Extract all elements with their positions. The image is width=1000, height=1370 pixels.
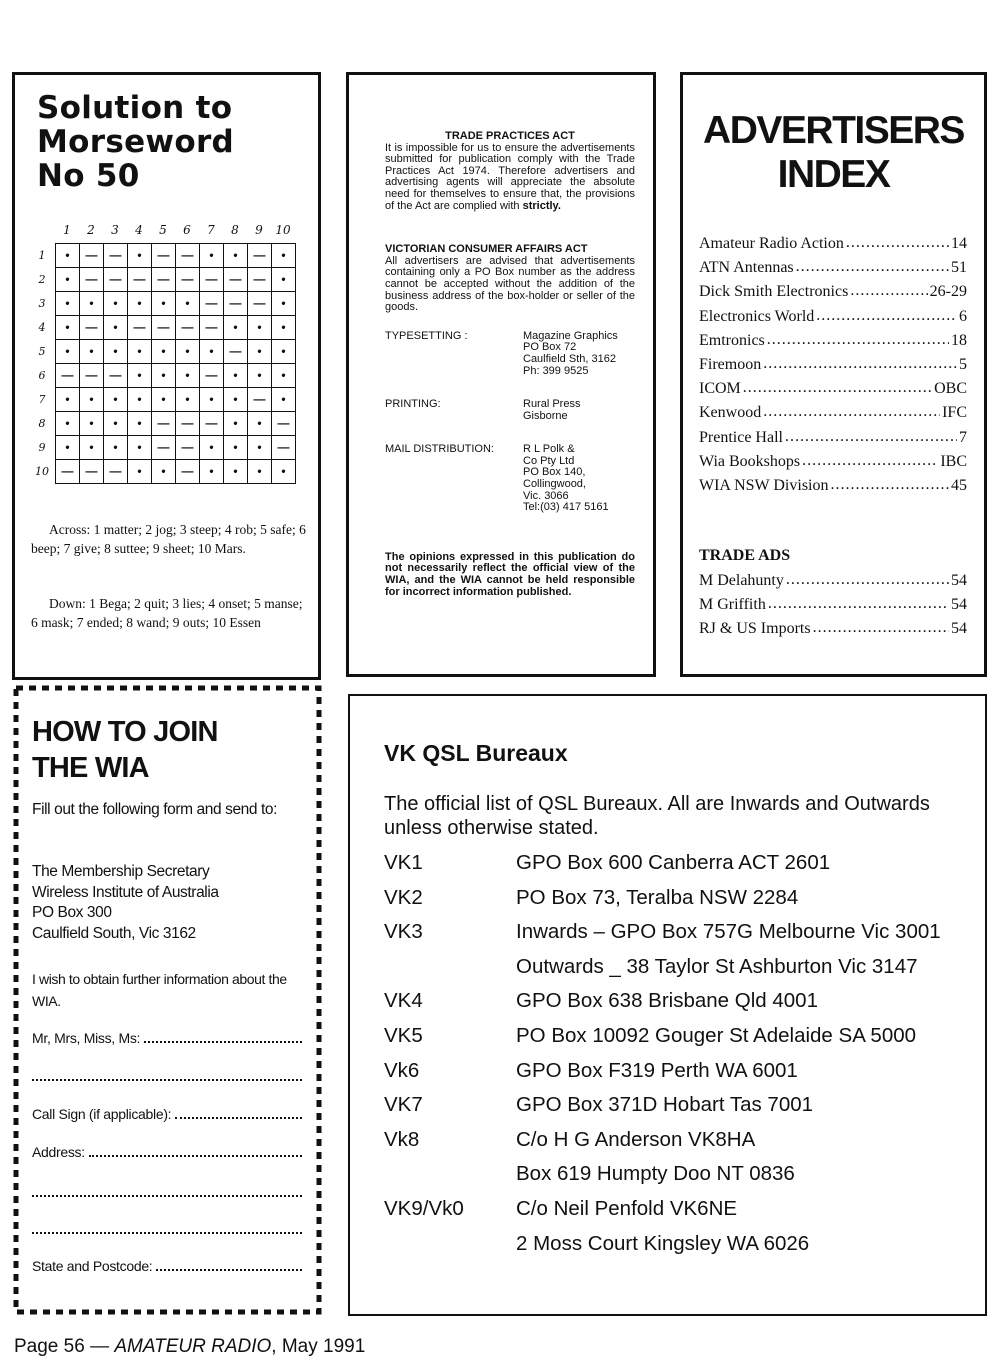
advertisers-title-line: INDEX	[777, 153, 890, 196]
grid-cell: •	[224, 388, 248, 412]
grid-cell: —	[248, 244, 272, 268]
grid-cell: —	[128, 268, 152, 292]
name-field-line-2[interactable]	[32, 1068, 302, 1081]
advertiser-name: WIA NSW Division	[699, 476, 829, 494]
grid-cell: •	[56, 340, 80, 364]
address-line: PO Box 300	[32, 904, 112, 921]
page-reference: IBC	[940, 452, 967, 470]
grid-cell: —	[200, 316, 224, 340]
state-postcode-field[interactable]	[32, 1258, 302, 1274]
grid-cell: •	[104, 340, 128, 364]
row-number: 1	[38, 249, 46, 262]
callsign-prefix: VK1	[384, 851, 423, 874]
grid-cell: —	[80, 460, 104, 484]
bureau-address: GPO Box F319 Perth WA 6001	[516, 1058, 798, 1082]
how-to-join-box	[12, 684, 323, 1316]
leader-dots	[796, 261, 949, 275]
grid-cell: •	[272, 316, 296, 340]
grid-cell: —	[80, 268, 104, 292]
footer-magazine: AMATEUR RADIO	[114, 1336, 272, 1357]
morseword-title-line: No 50	[37, 158, 140, 194]
index-entry	[699, 353, 967, 377]
morseword-solution-box	[12, 72, 321, 680]
leader-dots	[816, 310, 957, 324]
qsl-title: VK QSL Bureaux	[384, 740, 568, 766]
grid-cell: •	[200, 388, 224, 412]
grid-cell: •	[152, 388, 176, 412]
advertiser-name: Wia Bookshops	[699, 452, 801, 470]
callsign-prefix: Vk8	[384, 1127, 420, 1151]
grid-cell: —	[56, 460, 80, 484]
bureau-address: Inwards – GPO Box 757G Melbourne Vic 3001	[516, 920, 941, 944]
grid-cell: •	[128, 292, 152, 316]
index-entry	[699, 280, 967, 304]
advertiser-name: M Griffith	[699, 596, 766, 614]
bureau-address: GPO Box 371D Hobart Tas 7001	[516, 1093, 814, 1117]
grid-cell: —	[176, 316, 200, 340]
qsl-row	[384, 1162, 974, 1186]
row-number: 9	[38, 441, 46, 454]
column-number: 3	[111, 223, 119, 237]
morseword-title-line: Solution to	[37, 90, 233, 126]
grid-cell: •	[248, 340, 272, 364]
bureau-address: PO Box 10092 Gouger St Adelaide SA 5000	[516, 1024, 917, 1047]
typesetting-row	[385, 331, 635, 377]
grid-cell: •	[272, 292, 296, 316]
grid-cell: —	[176, 412, 200, 436]
grid-cell: •	[224, 412, 248, 436]
printing-line: Gisborne	[523, 409, 568, 422]
qsl-row	[384, 1232, 974, 1256]
row-number: 10	[35, 465, 49, 478]
grid-cell: •	[248, 364, 272, 388]
bureau-address: C/o Neil Penfold VK6NE	[516, 1197, 738, 1220]
typesetting-line: Ph: 399 9525	[523, 364, 589, 377]
grid-cell: —	[152, 316, 176, 340]
join-title-line: THE WIA	[32, 752, 149, 784]
index-entry	[699, 617, 967, 641]
grid-cell: •	[152, 364, 176, 388]
grid-cell: •	[224, 316, 248, 340]
grid-cell: •	[56, 292, 80, 316]
mail-line: R L Polk &	[523, 443, 575, 456]
address-field-line-2[interactable]	[32, 1184, 302, 1197]
typesetting-value	[523, 331, 635, 377]
index-entry	[699, 401, 967, 425]
disclaimer: The opinions expressed in this publication do not necessarily reflect the official view of the WIA, and the WIA cannot be held responsible for incorrect information published.	[385, 550, 635, 598]
index-entry	[699, 305, 967, 329]
grid-cell: •	[56, 412, 80, 436]
advertiser-name: Kenwood	[699, 404, 762, 422]
row-number: 6	[38, 369, 46, 382]
down-clues: Down: 1 Bega; 2 quit; 3 lies; 4 onset; 5 manse; 6 mask; 7 ended; 8 wand; 9 outs; 10 Essen	[31, 596, 303, 630]
page-reference: 54	[951, 596, 967, 614]
advertiser-name: Amateur Radio Action	[699, 235, 844, 253]
bureau-address: PO Box 73, Teralba NSW 2284	[516, 885, 799, 909]
grid-row-numbers	[33, 247, 53, 487]
grid-cell: —	[80, 244, 104, 268]
grid-cell: •	[176, 388, 200, 412]
printing-value	[523, 399, 635, 422]
callsign-prefix: VK4	[384, 989, 423, 1013]
qsl-row	[384, 1059, 974, 1083]
qsl-row	[384, 955, 974, 979]
row-number: 3	[38, 297, 46, 310]
grid-cell: •	[176, 364, 200, 388]
morseword-title-line: Morseword	[37, 124, 235, 160]
index-entry	[699, 593, 967, 617]
grid-cell: •	[128, 340, 152, 364]
index-entry	[699, 256, 967, 280]
leader-dots	[850, 285, 927, 299]
grid-cell: —	[272, 436, 296, 460]
grid-cell: •	[128, 244, 152, 268]
join-title	[32, 714, 218, 786]
column-number: 6	[183, 223, 191, 237]
page-reference: OBC	[934, 380, 967, 398]
join-title-line: HOW TO JOIN	[32, 716, 218, 748]
grid-column-numbers	[55, 223, 295, 243]
grid-cell: —	[200, 412, 224, 436]
qsl-row	[384, 1197, 974, 1221]
name-field-line[interactable]	[144, 1030, 302, 1043]
across-clues: Across: 1 matter; 2 jog; 3 steep; 4 rob; 5 safe; 6 beep; 7 give; 8 suttee; 9 sheet; 10 Mars.	[31, 522, 306, 556]
grid-cell: •	[176, 340, 200, 364]
bureau-address: GPO Box 600 Canberra ACT 2601	[516, 851, 831, 874]
callsign-prefix: VK9/Vk0	[384, 1197, 464, 1220]
grid-cell: •	[200, 436, 224, 460]
tpa-body: It is impossible for us to ensure the advertisements submitted for publication comply with the Trade Practices Act 1974. Therefore advertisers and advertising agents will appreciate the absolute need for themselves to ensure that, the provisions of the Act are complied with	[385, 141, 635, 212]
grid-cell: •	[80, 412, 104, 436]
callsign-field[interactable]	[32, 1106, 302, 1122]
grid-cell: —	[248, 292, 272, 316]
page-reference: 54	[951, 572, 967, 590]
grid-cell: •	[104, 292, 128, 316]
grid-cell: •	[152, 340, 176, 364]
advertisers-index-box	[680, 72, 987, 677]
grid-cell: •	[128, 460, 152, 484]
grid-cell: —	[56, 364, 80, 388]
leader-dots	[802, 455, 938, 469]
tpa-text	[385, 143, 635, 213]
grid-cell: •	[56, 244, 80, 268]
grid-cell: —	[104, 364, 128, 388]
grid-cell: —	[224, 340, 248, 364]
address-field-continued[interactable]	[32, 1184, 302, 1197]
page-reference: 14	[951, 235, 967, 253]
grid-cell: •	[128, 364, 152, 388]
qsl-row	[384, 851, 974, 875]
printing-line: Rural Press	[523, 398, 581, 411]
grid-cell: •	[152, 292, 176, 316]
callsign-prefix	[384, 1232, 516, 1256]
leader-dots	[768, 598, 949, 612]
row-number: 4	[38, 321, 46, 334]
leader-dots	[830, 479, 949, 493]
bureau-address: GPO Box 638 Brisbane Qld 4001	[516, 989, 818, 1013]
leader-dots	[846, 237, 949, 251]
grid-cell: —	[152, 436, 176, 460]
footer-page-number: Page 56 —	[14, 1336, 115, 1357]
grid-cell: •	[80, 292, 104, 316]
info-request: I wish to obtain further information about the WIA.	[32, 971, 287, 1009]
callsign-prefix	[384, 955, 516, 979]
grid-cell: •	[248, 412, 272, 436]
address-line: Wireless Institute of Australia	[32, 883, 219, 901]
trade-ads-list	[699, 569, 967, 642]
vca-heading: VICTORIAN CONSUMER AFFAIRS ACT	[385, 243, 588, 256]
grid-cell: —	[80, 316, 104, 340]
index-entry	[699, 569, 967, 593]
typesetting-line: Magazine Graphics	[523, 329, 618, 342]
grid-cell: •	[272, 388, 296, 412]
callsign-prefix: VK7	[384, 1093, 423, 1117]
qsl-bureaux-box	[348, 694, 987, 1316]
grid-cell: •	[104, 436, 128, 460]
column-number: 1	[63, 223, 71, 237]
bureau-address: Box 619 Humpty Doo NT 0836	[516, 1162, 795, 1186]
index-entry	[699, 450, 967, 474]
grid-cell: •	[128, 388, 152, 412]
grid-cell: •	[152, 460, 176, 484]
page-reference: 26-29	[929, 283, 967, 301]
leader-dots	[767, 334, 949, 348]
leader-dots	[813, 622, 949, 636]
address-field-label: Address:	[32, 1144, 85, 1160]
grid-cell: —	[248, 268, 272, 292]
grid-cell: —	[224, 268, 248, 292]
row-number: 7	[38, 393, 46, 406]
advertiser-name: ICOM	[699, 380, 741, 398]
grid-cell: —	[152, 268, 176, 292]
grid-cell: •	[272, 364, 296, 388]
qsl-row	[384, 1128, 974, 1152]
qsl-row	[384, 886, 974, 910]
advertiser-name: RJ & US Imports	[699, 620, 811, 638]
column-number: 5	[159, 223, 167, 237]
callsign-field-line[interactable]	[175, 1106, 302, 1119]
grid-cell: •	[56, 388, 80, 412]
grid-cell: —	[176, 460, 200, 484]
callsign-prefix: VK5	[384, 1024, 423, 1047]
advertiser-name: Electronics World	[699, 307, 815, 325]
membership-address	[32, 862, 302, 944]
grid-cell: •	[224, 244, 248, 268]
column-number: 4	[135, 223, 143, 237]
leader-dots	[743, 382, 932, 396]
grid-cell: •	[56, 316, 80, 340]
grid-cell: •	[104, 388, 128, 412]
grid-cell: •	[224, 364, 248, 388]
mail-line: PO Box 140,	[523, 466, 586, 479]
grid-cell: •	[200, 340, 224, 364]
grid-cell: •	[272, 244, 296, 268]
advertiser-name: Dick Smith Electronics	[699, 283, 849, 301]
advertiser-name: Emtronics	[699, 331, 765, 349]
typesetting-line: PO Box 72	[523, 341, 577, 354]
grid-cell: •	[104, 316, 128, 340]
mail-value	[523, 444, 635, 514]
grid-cell: —	[152, 412, 176, 436]
grid-cell: •	[104, 412, 128, 436]
tpa-strictly: strictly.	[522, 199, 561, 212]
name-field-label: Mr, Mrs, Miss, Ms:	[32, 1030, 141, 1046]
mail-line: Collingwood,	[523, 478, 586, 491]
mail-label: MAIL DISTRIBUTION:	[385, 443, 494, 456]
grid-cell: —	[176, 268, 200, 292]
typesetting-line: Caulfield Sth, 3162	[523, 352, 616, 365]
grid-cell: •	[80, 388, 104, 412]
advertisers-title-line: ADVERTISERS	[703, 109, 964, 152]
publication-notices-box	[346, 72, 656, 677]
grid-cell: •	[248, 460, 272, 484]
grid-cell: •	[224, 460, 248, 484]
address-field-continued[interactable]	[32, 1221, 302, 1234]
vca-text: All advertisers are advised that advertisements containing only a PO Box number as the address cannot be accepted without the addition of the business address of the box-holder or seller of the goods.	[385, 254, 635, 314]
grid-cell: •	[224, 436, 248, 460]
state-postcode-label: State and Postcode:	[32, 1258, 153, 1274]
grid-cell: •	[272, 268, 296, 292]
grid-cell: •	[128, 436, 152, 460]
grid-cell: —	[200, 268, 224, 292]
callsign-prefix: VK2	[384, 885, 423, 909]
grid-cell: —	[272, 412, 296, 436]
grid-cell: •	[200, 244, 224, 268]
grid-cell: —	[152, 244, 176, 268]
typesetting-label: TYPESETTING :	[385, 329, 468, 342]
index-entry	[699, 377, 967, 401]
page-reference: 45	[951, 476, 967, 494]
grid-cell: •	[56, 436, 80, 460]
address-field-line[interactable]	[89, 1144, 302, 1157]
grid-cell: —	[128, 316, 152, 340]
address-line: The Membership Secretary	[32, 863, 210, 880]
mail-row	[385, 444, 635, 514]
grid-cell: —	[104, 244, 128, 268]
morseword-grid	[55, 243, 296, 484]
page-reference: 54	[951, 620, 967, 638]
advertiser-name: Firemoon	[699, 356, 762, 374]
qsl-intro: The official list of QSL Bureaux. All are Inwards and Outwards unless otherwise stated.	[384, 793, 930, 839]
index-entry	[699, 474, 967, 498]
index-entry	[699, 232, 967, 256]
qsl-row	[384, 989, 974, 1013]
column-number: 7	[207, 223, 215, 237]
page-reference: 7	[959, 428, 967, 446]
grid-cell: —	[248, 388, 272, 412]
grid-cell: —	[176, 244, 200, 268]
name-field[interactable]	[32, 1030, 302, 1046]
page-reference: 6	[959, 307, 967, 325]
qsl-row	[384, 920, 974, 944]
advertiser-name: ATN Antennas	[699, 259, 794, 277]
grid-cell: •	[272, 340, 296, 364]
callsign-prefix: VK3	[384, 920, 423, 944]
printing-row	[385, 399, 635, 422]
advertiser-name: Prentice Hall	[699, 428, 783, 446]
grid-cell: —	[224, 292, 248, 316]
grid-cell: •	[80, 436, 104, 460]
grid-cell: —	[176, 436, 200, 460]
address-line: Caulfield South, Vic 3162	[32, 924, 196, 942]
leader-dots	[786, 574, 949, 588]
row-number: 5	[38, 345, 46, 358]
grid-cell: •	[200, 460, 224, 484]
page-reference: IFC	[942, 404, 967, 422]
page-reference: 5	[959, 356, 967, 374]
row-number: 2	[38, 273, 46, 286]
grid-cell: •	[80, 340, 104, 364]
grid-cell: —	[80, 364, 104, 388]
footer-date: , May 1991	[271, 1336, 366, 1357]
index-entry	[699, 329, 967, 353]
advertiser-name: M Delahunty	[699, 572, 784, 590]
printing-label: PRINTING:	[385, 398, 441, 411]
grid-cell: —	[200, 364, 224, 388]
bureau-address: 2 Moss Court Kingsley WA 6026	[516, 1231, 810, 1255]
column-number: 9	[255, 223, 263, 237]
grid-cell: •	[56, 268, 80, 292]
row-number: 8	[38, 417, 46, 430]
column-number: 8	[231, 223, 239, 237]
callsign-prefix: Vk6	[384, 1058, 420, 1082]
address-field[interactable]	[32, 1144, 302, 1160]
callsign-prefix	[384, 1162, 516, 1186]
qsl-row	[384, 1024, 974, 1048]
column-number: 10	[275, 223, 291, 237]
page-reference: 51	[951, 259, 967, 277]
advertisers-list	[699, 232, 967, 498]
grid-cell: •	[272, 460, 296, 484]
grid-cell: —	[104, 460, 128, 484]
leader-dots	[785, 431, 957, 445]
mail-line: Tel:(03) 417 5161	[523, 501, 609, 514]
leader-dots	[763, 358, 957, 372]
column-number: 2	[87, 223, 95, 237]
join-intro: Fill out the following form and send to:	[32, 801, 278, 818]
bureau-address: Outwards _ 38 Taylor St Ashburton Vic 3147	[516, 954, 918, 978]
advertisers-index-title	[683, 109, 984, 197]
bureau-address: C/o H G Anderson VK8HA	[516, 1127, 756, 1151]
tpa-heading: TRADE PRACTICES ACT	[445, 130, 575, 142]
grid-cell: —	[200, 292, 224, 316]
address-field-line-3[interactable]	[32, 1221, 302, 1234]
index-entry	[699, 426, 967, 450]
callsign-field-label: Call Sign (if applicable):	[32, 1106, 172, 1122]
leader-dots	[763, 406, 940, 420]
grid-cell: •	[248, 316, 272, 340]
morseword-title	[37, 91, 234, 193]
qsl-row	[384, 1093, 974, 1117]
grid-cell: •	[128, 412, 152, 436]
state-postcode-line[interactable]	[156, 1258, 302, 1271]
name-field-continued[interactable]	[32, 1068, 302, 1081]
mail-line: Co Pty Ltd	[523, 454, 575, 467]
grid-cell: •	[248, 436, 272, 460]
grid-cell: —	[104, 268, 128, 292]
page-reference: 18	[951, 331, 967, 349]
page-footer	[14, 1336, 365, 1358]
grid-cell: •	[176, 292, 200, 316]
mail-line: Vic. 3066	[523, 489, 569, 502]
trade-ads-heading: TRADE ADS	[699, 547, 791, 564]
